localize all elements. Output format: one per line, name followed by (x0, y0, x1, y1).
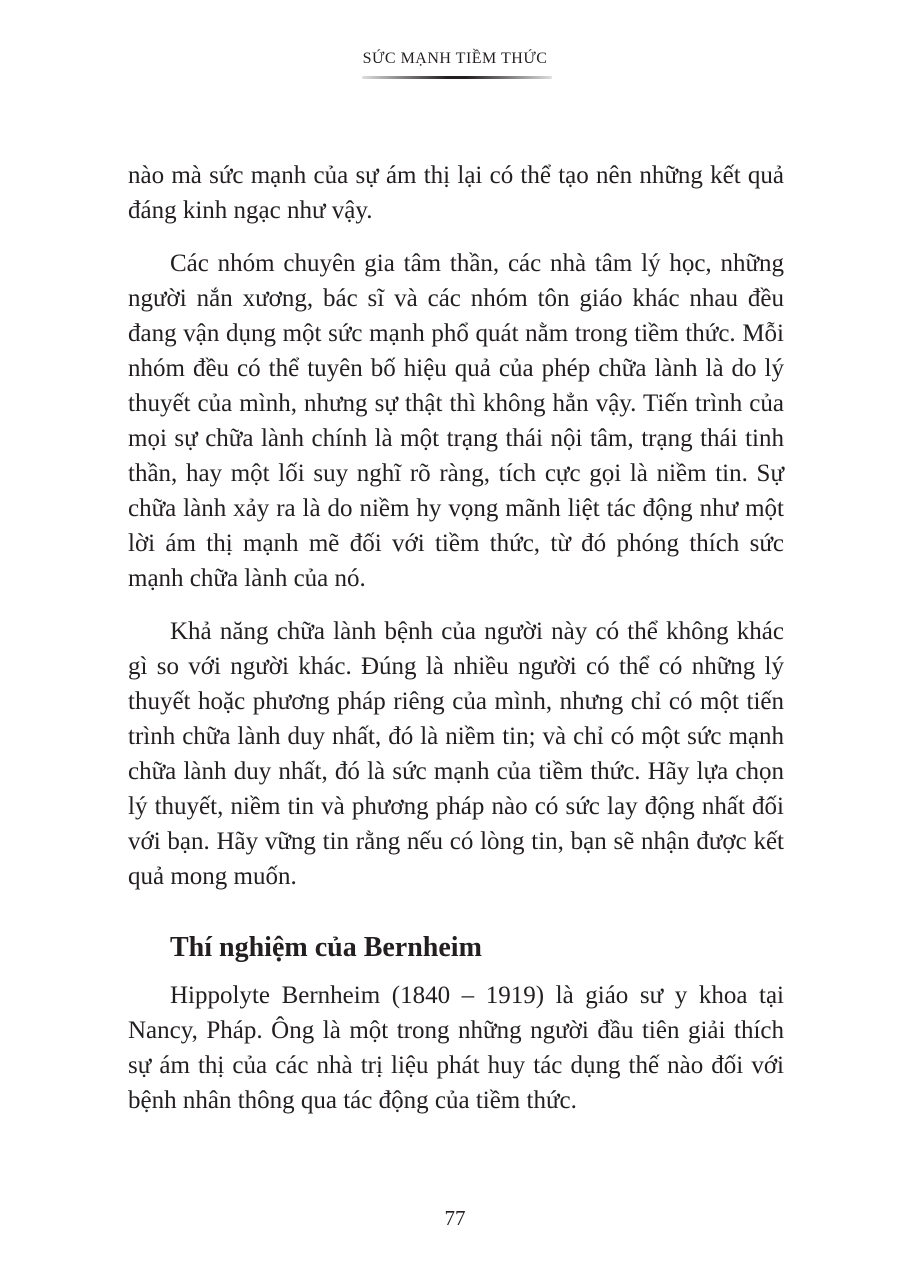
page-body (128, 158, 784, 1136)
paragraph-continued: nào mà sức mạnh của sự ám thị lại có thể tạo nên những kết quả đáng kinh ngạc như vậy. (128, 162, 784, 224)
paragraph: Các nhóm chuyên gia tâm thần, các nhà tâm lý học, những người nắn xương, bác sĩ và các nhóm tôn giáo khác nhau đều đang vận dụng một sức mạnh phổ quát nằm trong tiềm thức. Mỗi nhóm đều có thể tuyên bố hiệu quả của phép chữa lành là do lý thuyết của mình, nhưng sự thật thì không hẳn vậy. Tiến trình của mọi sự chữa lành chính là một trạng thái nội tâm, trạng thái tinh thần, hay một lối suy nghĩ rõ ràng, tích cực gọi là niềm tin. Sự chữa lành xảy ra là do niềm hy vọng mãnh liệt tác động như một lời ám thị mạnh mẽ đối với tiềm thức, từ đó phóng thích sức mạnh chữa lành của nó. (128, 250, 784, 592)
paragraph: Khả năng chữa lành bệnh của người này có thể không khác gì so với người khác. Đúng là nhiều người có thể có những lý thuyết hoặc phương pháp riêng của mình, nhưng chỉ có một tiến trình chữa lành duy nhất, đó là niềm tin; và chỉ có một sức mạnh chữa lành duy nhất, đó là sức mạnh của tiềm thức. Hãy lựa chọn lý thuyết, niềm tin và phương pháp nào có sức lay động nhất đối với bạn. Hãy vững tin rằng nếu có lòng tin, bạn sẽ nhận được kết quả mong muốn. (128, 618, 784, 890)
page-number: 77 (444, 1206, 466, 1230)
section-paragraph: Hippolyte Bernheim (1840 – 1919) là giáo sư y khoa tại Nancy, Pháp. Ông là một trong những người đầu tiên giải thích sự ám thị của các nhà trị liệu phát huy tác dụng thế nào đối với bệnh nhân thông qua tác động của tiềm thức. (128, 982, 784, 1114)
section-heading: Thí nghiệm của Bernheim (170, 932, 482, 963)
book-title: SỨC MẠNH TIỀM THỨC (362, 50, 548, 67)
header-rule (362, 76, 552, 79)
running-header (0, 50, 910, 68)
